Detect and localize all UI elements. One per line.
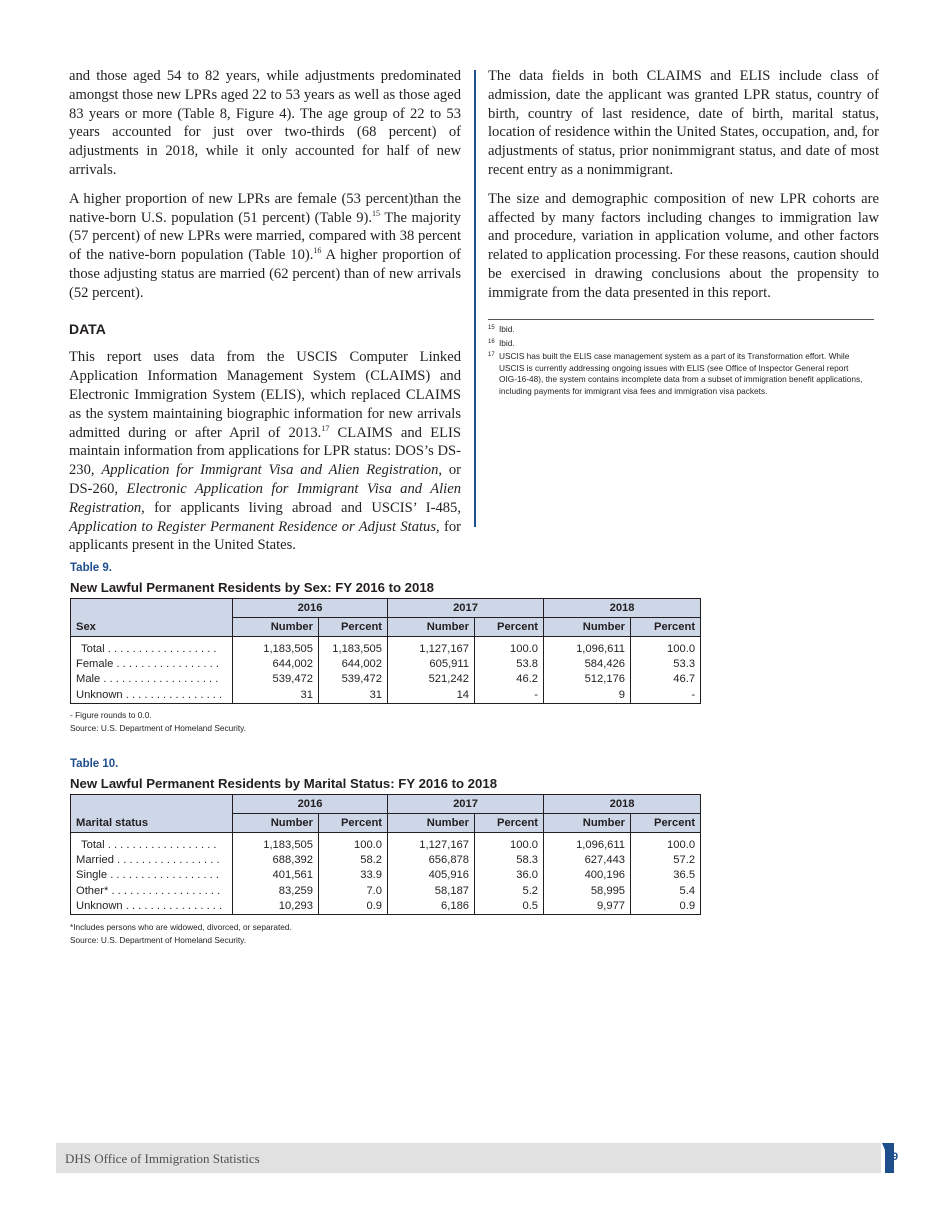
table9-year-2017: 2017 [388, 599, 544, 618]
column-header-number: Number [388, 618, 475, 637]
table10-year-2017: 2017 [388, 795, 544, 814]
table10-stub-header: Marital status [71, 795, 233, 833]
footnote-17: 17 USCIS has built the ELIS case management system as a part of its Transformation effort. While USCIS is currently addressing ongoing issues with ELIS (see Office of Inspector General report OIG-16-48), the system contains incomplete data from a subset of immigration benefit applications, including payments for immigrant visa fees and immigration visa packets. [488, 351, 863, 396]
table9-source: Source: U.S. Department of Homeland Security. [70, 723, 247, 733]
table10 [70, 794, 701, 915]
paragraph-age-adjustments: and those aged 54 to 82 years, while adjustments predominated amongst those new LPRs aged 22 to 53 years as well as those aged 83 years or more (Table 8, Figure 4). The age group of 22 to 53 years accounted for just over two-thirds (68 percent) of adjustments in 2018, while it only accounted for half of new arrivals. [69, 68, 461, 178]
footnote-16: 16 Ibid. [488, 337, 515, 348]
column-header-number: Number [544, 618, 631, 637]
column-header-percent: Percent [475, 618, 544, 637]
column-header-number: Number [233, 814, 319, 833]
paragraph-sex-marital: A higher proportion of new LPRs are female (53 percent)than the native-born U.S. population (51 percent) (Table 9).$^{15}$ The majority (57 percent) of new LPRs were married, compared with 38 percent of the native-born population (Table 10).$^{16}$ A higher proportion of those adjusting status are married (62 percent) than of new arrivals (52 percent). [69, 190, 462, 301]
table10-year-2018: 2018 [544, 795, 701, 814]
section-heading-data: DATA [69, 320, 106, 337]
table-row: Male . . . . . . . . . . . . . . . . . . . 539,472 539,472 521,242 46.2 512,176 46.7 [71, 672, 701, 687]
footnote-ref-16: 16 [313, 246, 322, 256]
table9-note: - Figure rounds to 0.0. [70, 710, 152, 720]
column-header-percent: Percent [631, 618, 701, 637]
left-text-column [69, 67, 461, 565]
footnote-divider [488, 319, 874, 320]
table-row: Total . . . . . . . . . . . . . . . . . . 1,183,505 1,183,505 1,127,167 100.0 1,096,611 100.0 [71, 637, 701, 657]
paragraph-caution: The size and demographic composition of new LPR cohorts are affected by many factors including changes to immigration law and procedure, variation in application volume, and other factors related to application processing. For these reasons, caution should be exercised in drawing conclusions about the propensity to immigrate from the data presented in this report. [488, 190, 879, 301]
table-row: Married . . . . . . . . . . . . . . . . . 688,392 58.2 656,878 58.3 627,443 57.2 [71, 852, 701, 867]
footnote-15: 15 Ibid. [488, 324, 515, 334]
table10-year-2016: 2016 [233, 795, 388, 814]
column-header-percent: Percent [319, 618, 388, 637]
table9-year-2018: 2018 [544, 599, 701, 618]
table9-stub-header: Sex [71, 599, 233, 637]
footnote-ref-17: 17 [321, 423, 330, 433]
table10-source: Source: U.S. Department of Homeland Security. [70, 935, 247, 945]
footer-title: DHS Office of Immigration Statistics [65, 1151, 260, 1166]
table10-title: New Lawful Permanent Residents by Marital Status: FY 2016 to 2018 [70, 776, 498, 791]
table9 [70, 598, 701, 704]
table10-note: *Includes persons who are widowed, divorced, or separated. [70, 922, 292, 932]
page-number: 9 [892, 1151, 899, 1163]
footnote-ref-15: 15 [372, 208, 381, 218]
table-row: Unknown . . . . . . . . . . . . . . . . 10,293 0.9 6,186 0.5 9,977 0.9 [71, 899, 701, 915]
table-row: Unknown . . . . . . . . . . . . . . . . 31 31 14 - 9 - [71, 687, 701, 703]
table9-title: New Lawful Permanent Residents by Sex: FY 2016 to 2018 [70, 580, 435, 595]
column-header-number: Number [388, 814, 475, 833]
column-header-percent: Percent [475, 814, 544, 833]
footnotes [488, 324, 868, 400]
column-header-number: Number [544, 814, 631, 833]
column-header-percent: Percent [319, 814, 388, 833]
table9-label: Table 9. [70, 562, 112, 574]
paragraph-data-fields: The data fields in both CLAIMS and ELIS include class of admission, date the applicant was granted LPR status, country of birth, country of last residence, date of birth, marital status, location of residence within the United States, occupation, and, for adjustments of status, prior nonimmigrant status, and date of most recent entry as a nonimmigrant. [488, 68, 879, 178]
column-header-number: Number [233, 618, 319, 637]
table-row: Total . . . . . . . . . . . . . . . . . . 1,183,505 100.0 1,127,167 100.0 1,096,611 100.0 [71, 833, 701, 853]
paragraph-data-sources: This report uses data from the USCIS Computer Linked Application Information Management System (CLAIMS) and Electronic Immigration System (ELIS), which replaced CLAIMS as the system maintaining biographic information for new arrivals admitted during or after April of 2013.17 CLAIMS and ELIS maintain information from applications for LPR status: DOS’s DS-230, Application for Immigrant Visa and Alien Registration, or DS-260, Electronic Application for Immigrant Visa and Alien Registration, for applicants living abroad and USCIS’ I-485, Application to Register Permanent Residence or Adjust Status, for applicants present in the United States. [69, 349, 462, 554]
column-divider [474, 70, 476, 527]
table-row: Female . . . . . . . . . . . . . . . . . 644,002 644,002 605,911 53.8 584,426 53.3 [71, 656, 701, 671]
table-row: Single . . . . . . . . . . . . . . . . . . 401,561 33.9 405,916 36.0 400,196 36.5 [71, 868, 701, 883]
table-row: Other* . . . . . . . . . . . . . . . . . . 83,259 7.0 58,187 5.2 58,995 5.4 [71, 883, 701, 898]
table9-year-2016: 2016 [233, 599, 388, 618]
table10-label: Table 10. [70, 758, 119, 770]
right-text-column [488, 67, 879, 313]
column-header-percent: Percent [631, 814, 701, 833]
